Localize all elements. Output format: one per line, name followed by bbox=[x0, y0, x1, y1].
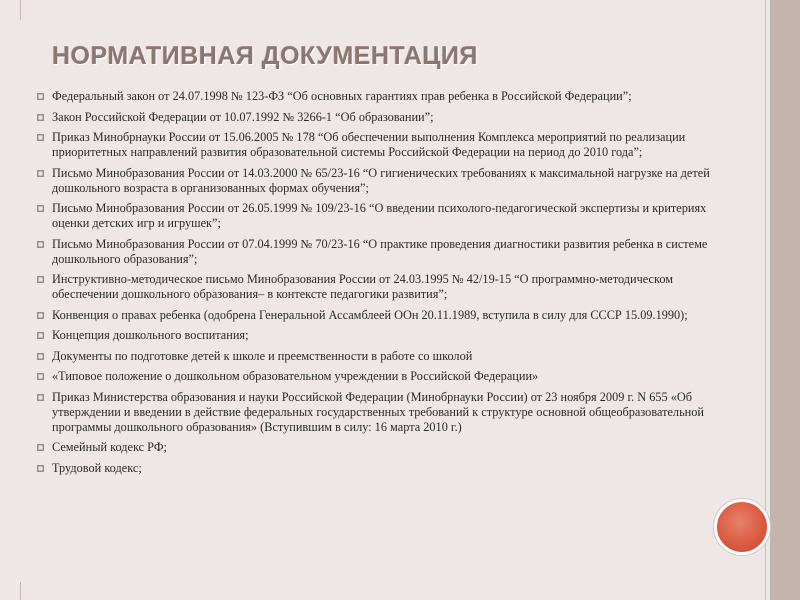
hollow-square-bullet-icon bbox=[37, 394, 44, 401]
list-item-text: Письмо Минобразования России от 14.03.2000 № 65/23-16 “О гигиенических требованиях к максимальной нагрузке на детей дошкольного возраста в организованных формах обучения”; bbox=[52, 165, 710, 195]
list-item-text: Документы по подготовке детей к школе и преемственности в работе со школой bbox=[52, 348, 473, 363]
list-item-text: Федеральный закон от 24.07.1998 № 123-ФЗ “Об основных гарантиях прав ребенка в Российской Федерации”; bbox=[52, 89, 632, 103]
list-item-text: Закон Российской Федерации от 10.07.1992 № 3266-1 “Об образовании”; bbox=[52, 109, 434, 124]
hollow-square-bullet-icon bbox=[37, 134, 44, 141]
hollow-square-bullet-icon bbox=[37, 170, 44, 177]
decorative-circle bbox=[714, 499, 770, 555]
list-item bbox=[36, 110, 742, 125]
hollow-square-bullet-icon bbox=[37, 114, 44, 121]
hollow-square-bullet-icon bbox=[37, 276, 44, 283]
list-item-text: Семейный кодекс РФ; bbox=[52, 440, 167, 454]
list-item bbox=[36, 369, 742, 384]
list-item bbox=[36, 166, 742, 196]
list-item-text: Письмо Минобразования России от 07.04.1999 № 70/23-16 “О практике проведения диагностики развития ребенка в системе дошкольного образования”; bbox=[52, 236, 708, 266]
side-band bbox=[770, 0, 800, 600]
list-item-text: Концепция дошкольного воспитания; bbox=[52, 328, 249, 342]
list-item bbox=[36, 89, 742, 104]
hollow-square-bullet-icon bbox=[37, 332, 44, 339]
list-item-text: Инструктивно-методическое письмо Минобразования России от 24.03.1995 № 42/19-15 “О программно-методическом обеспечении дошкольного образования– в контексте педагогики развития”; bbox=[52, 272, 674, 301]
hollow-square-bullet-icon bbox=[37, 465, 44, 472]
list-item bbox=[36, 272, 742, 302]
list-item-text: Приказ Минобрнауки России от 15.06.2005 № 178 “Об обеспечении выполнения Комплекса мероприятий по реализации приоритетных направлений развития образовательной системы Российской Федерации на период до 2010 года”; bbox=[52, 130, 686, 159]
slide-frame-bottom bbox=[20, 582, 786, 600]
list-item bbox=[36, 349, 742, 364]
list-item bbox=[36, 201, 742, 231]
list-item bbox=[36, 308, 742, 323]
hollow-square-bullet-icon bbox=[37, 353, 44, 360]
list-item-text: Трудовой кодекс; bbox=[52, 460, 142, 475]
page-title: НОРМАТИВНАЯ ДОКУМЕНТАЦИЯ bbox=[52, 42, 478, 70]
hollow-square-bullet-icon bbox=[37, 444, 44, 451]
document-list bbox=[36, 89, 742, 481]
hollow-square-bullet-icon bbox=[37, 373, 44, 380]
list-item-text: Конвенция о правах ребенка (одобрена Генеральной Ассамблеей ООн 20.11.1989, вступила в силу для СССР 15.09.1990); bbox=[52, 307, 688, 322]
list-item bbox=[36, 130, 742, 160]
list-item bbox=[36, 328, 742, 343]
list-item bbox=[36, 390, 742, 435]
hollow-square-bullet-icon bbox=[37, 205, 44, 212]
hollow-square-bullet-icon bbox=[37, 93, 44, 100]
hollow-square-bullet-icon bbox=[37, 312, 44, 319]
list-item bbox=[36, 237, 742, 267]
list-item-text: Приказ Министерства образования и науки Российской Федерации (Минобрнауки России) от 23 ноября 2009 г. N 655 «Об утверждении и введении в действие федеральных государственных требований к структуре основной общеобразовательной программы дошкольного образования» (Вступившим в силу: 16 марта 2010 г.) bbox=[52, 389, 704, 434]
list-item-text: «Типовое положение о дошкольном образовательном учреждении в Российской Федерации» bbox=[52, 369, 539, 383]
hollow-square-bullet-icon bbox=[37, 241, 44, 248]
list-item bbox=[36, 461, 742, 476]
side-band-divider bbox=[765, 0, 766, 600]
list-item bbox=[36, 440, 742, 455]
list-item-text: Письмо Минобразования России от 26.05.1999 № 109/23-16 “О введении психолого-педагогической экспертизы и критериях оценки детских игр и игрушек”; bbox=[52, 201, 707, 230]
slide-frame-top bbox=[20, 0, 786, 20]
